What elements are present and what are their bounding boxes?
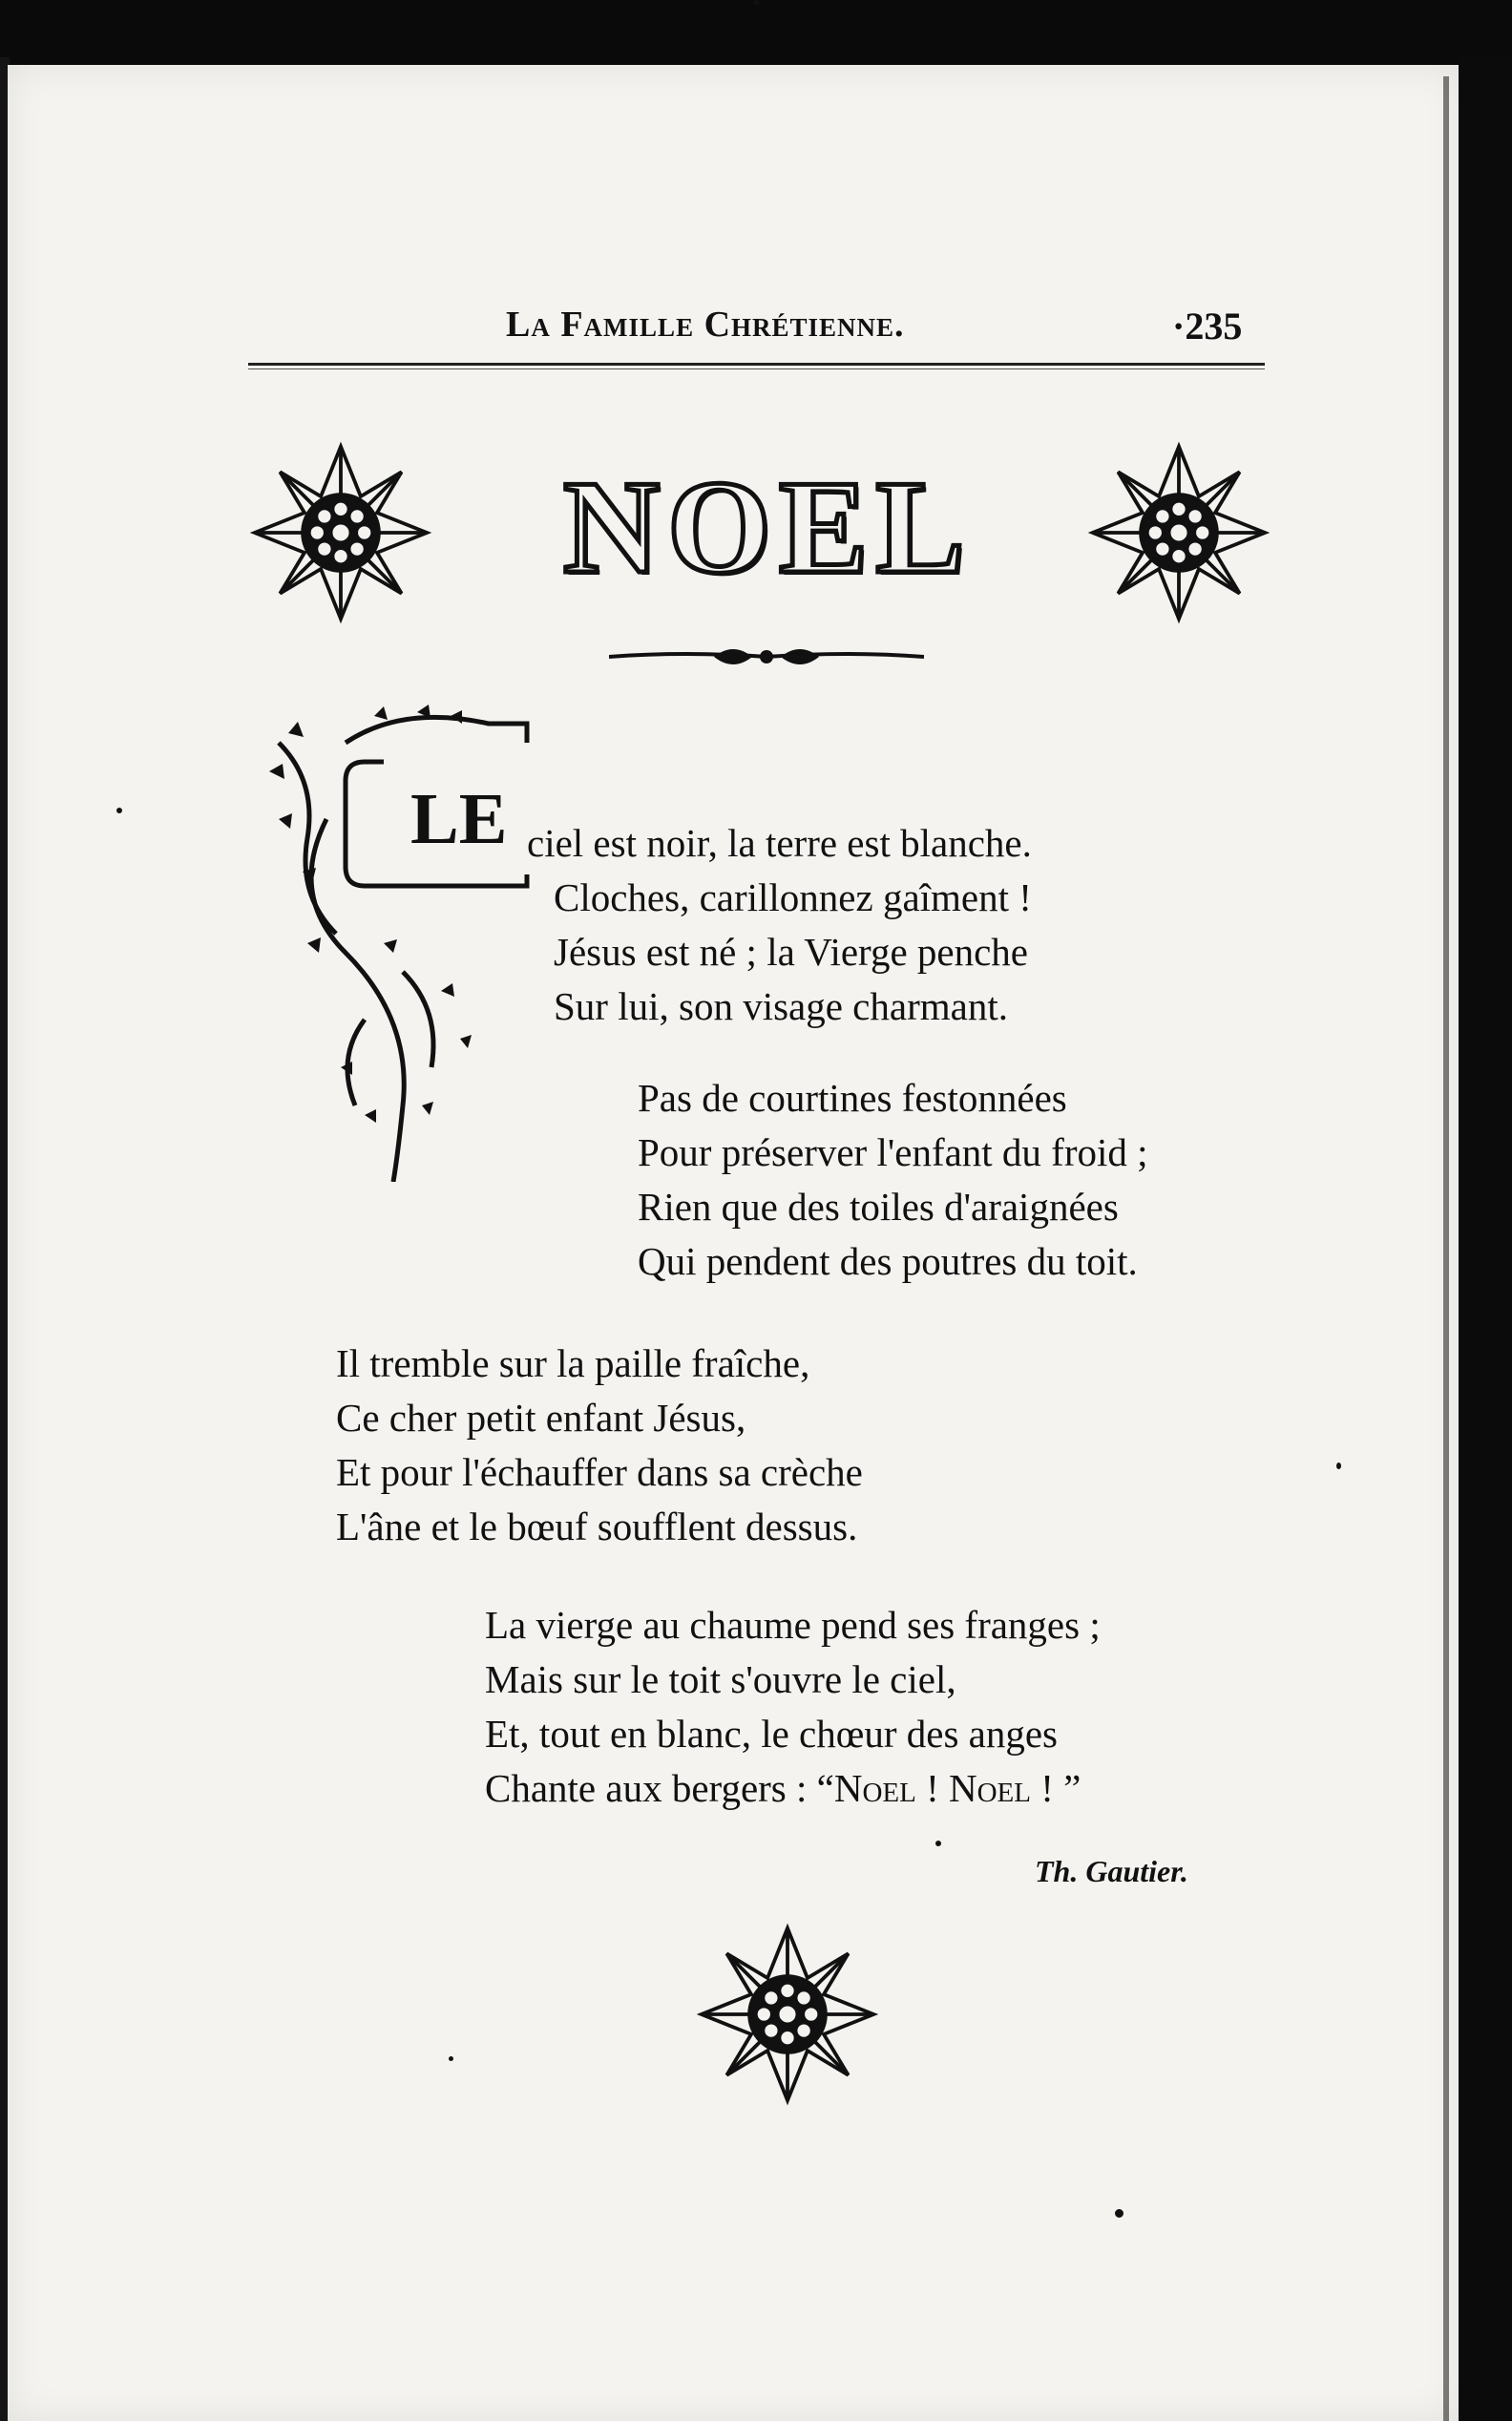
poem-line: Et, tout en blanc, le chœur des anges bbox=[485, 1712, 1059, 1756]
scroll-flourish-icon bbox=[609, 638, 924, 676]
floral-vine-icon bbox=[250, 705, 556, 1182]
page-number: ·235 bbox=[1172, 305, 1243, 347]
scan-speck bbox=[935, 1841, 941, 1846]
poem-line: La vierge au chaume pend ses franges ; bbox=[485, 1603, 1101, 1647]
scan-speck bbox=[449, 2056, 453, 2061]
poem-line: Qui pendent des poutres du toit. bbox=[638, 1239, 1138, 1283]
header-rule bbox=[248, 363, 1265, 366]
poem-line: Rien que des toiles d'araignées bbox=[638, 1185, 1119, 1229]
flower-rosette-icon bbox=[1088, 437, 1270, 628]
stanza-1 bbox=[554, 871, 1032, 1034]
poem-line: L'âne et le bœuf soufflent dessus. bbox=[336, 1505, 858, 1548]
flower-rosette-icon bbox=[697, 1919, 878, 2110]
flower-rosette-icon bbox=[250, 437, 431, 628]
poem-title bbox=[563, 453, 973, 601]
poem-line: Jésus est né ; la Vierge penche bbox=[554, 930, 1028, 974]
poem-line-final bbox=[485, 1761, 1101, 1816]
line-prefix: Chante aux bergers : “ bbox=[485, 1766, 834, 1810]
stanza-2 bbox=[638, 1071, 1148, 1289]
line-separator: ! bbox=[915, 1766, 949, 1810]
page-edge-line bbox=[1443, 76, 1449, 2421]
running-head: La Famille Chrétienne. bbox=[506, 305, 905, 345]
scan-speck bbox=[754, 0, 759, 5]
poem-line: Ce cher petit enfant Jésus, bbox=[336, 1396, 746, 1440]
poem-line: ciel est noir, la terre est blanche. bbox=[527, 821, 1032, 865]
poem-line: Pas de courtines festonnées bbox=[638, 1076, 1067, 1120]
scan-speck bbox=[116, 808, 122, 813]
stanza-3 bbox=[336, 1337, 863, 1554]
poem-line: Et pour l'échauffer dans sa crèche bbox=[336, 1450, 863, 1494]
poem-title-text: NOEL bbox=[563, 453, 973, 601]
scan-speck bbox=[1115, 2209, 1124, 2218]
header-rule-thin bbox=[248, 368, 1265, 369]
poem-line: Il tremble sur la paille fraîche, bbox=[336, 1341, 810, 1385]
drop-cap: LE bbox=[410, 779, 508, 859]
author-signature: Th. Gautier. bbox=[1035, 1854, 1188, 1888]
noel-word: Noel bbox=[833, 1766, 916, 1810]
scan-speck bbox=[1336, 1463, 1341, 1469]
noel-word: Noel bbox=[948, 1766, 1031, 1810]
page-right-shadow bbox=[1459, 57, 1512, 2421]
poem-line: Cloches, carillonnez gaîment ! bbox=[554, 875, 1032, 919]
poem-line: Sur lui, son visage charmant. bbox=[554, 984, 1008, 1028]
stanza-4 bbox=[485, 1598, 1101, 1816]
poem-line: Mais sur le toit s'ouvre le ciel, bbox=[485, 1657, 956, 1701]
poem-line: Pour préserver l'enfant du froid ; bbox=[638, 1130, 1148, 1174]
stanza-1-line-1-wrap bbox=[527, 816, 1032, 871]
line-suffix: ! ” bbox=[1030, 1766, 1082, 1810]
